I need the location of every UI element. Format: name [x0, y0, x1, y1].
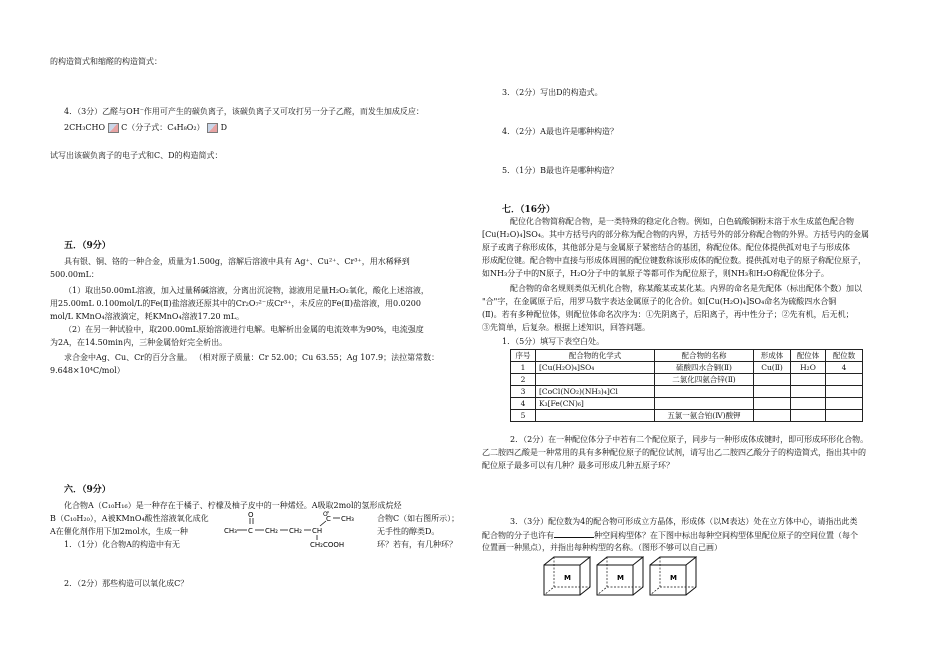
table-cell[interactable] — [754, 374, 791, 386]
struct-ch2cooh: CH₂COOH — [310, 541, 345, 549]
struct-ch: CH — [312, 527, 323, 535]
table-cell: 五氯一氨合铂(Ⅳ)酸钾 — [655, 410, 754, 422]
table-header-cell: 配位数 — [826, 350, 863, 362]
table-cell: 二氯化四氨合锌(Ⅱ) — [655, 374, 754, 386]
table-header-cell: 序号 — [511, 350, 536, 362]
table-cell: 5 — [511, 410, 536, 422]
s7-para: 配合物的命名规则类似无机化合物，称某酸某或某化某。内界的命名是先配体（标出配体个数）加以 — [510, 284, 862, 293]
s7-para: 配位化合物简称配合物，是一类特殊的稳定化合物。例如，白色硫酸铜粉末溶于水生成蓝色配合物 — [510, 217, 854, 226]
cube-diagram[interactable] — [649, 556, 697, 596]
table-cell[interactable] — [655, 386, 754, 398]
s7-q1: 1．（5分）填写下表空白处。 — [502, 337, 605, 346]
s6-line: 化合物A（C₁₀H₁₆）是一种存在于橘子、柠檬及柚子皮中的一种烯烃。A吸取2mol的氢形成烷烃 — [64, 501, 402, 510]
s7-q2: 配位原子最多可以有几种？最多可形成几种五原子环？ — [482, 461, 674, 470]
table-cell: 1 — [511, 362, 536, 374]
table-header-cell: 配合物的化学式 — [536, 350, 655, 362]
table-cell[interactable] — [791, 398, 826, 410]
s6-q1: 1．（1分）化合物A的构造中有无 — [64, 540, 180, 549]
q3-text: 3．（2分）写出D的构造式。 — [502, 88, 603, 97]
cube-diagram[interactable] — [543, 556, 591, 596]
s5-line: （2）在另一种试验中，取200.00mL原始溶液进行电解。电解析出金属的电流效率为90%，电流强度 — [64, 325, 424, 334]
table-cell[interactable] — [754, 398, 791, 410]
table-header-cell: 配合物的名称 — [655, 350, 754, 362]
table-header-row — [511, 350, 863, 362]
intro-line: 的构造简式和缩醛的构造简式： — [50, 57, 162, 66]
q4-question: 试写出该碳负离子的电子式和C、D的构造简式： — [50, 151, 223, 160]
s7-para: ③先简单，后复杂。根据上述知识，回答问题。 — [482, 323, 650, 332]
table-cell[interactable] — [754, 386, 791, 398]
s7-para: [Cu(H₂O)₄]SO₄。其中方括号内的部分称为配合物的内界，方括号外的部分称配合物的外界。方括号内的金属 — [482, 230, 869, 239]
s7-para: "合"字，在金属原子后，用罗马数字表达金属原子的化合价。如[Cu(H₂O)₄]SO₄命名为硫酸四水合铜 — [482, 297, 837, 306]
s7-para: (Ⅱ)。若有多种配位体，则配位体命名次序为：①先阴离子，后阳离子，再中性分子；②先有机，后无机； — [482, 310, 854, 319]
table-cell: 4 — [826, 362, 863, 374]
answer-blank[interactable] — [554, 529, 594, 538]
struct-ch3-right: CH₃ — [341, 515, 354, 523]
table-cell[interactable] — [826, 386, 863, 398]
table-row — [511, 410, 863, 422]
q4-text: 4．（3分）乙醛与OH⁻作用可产生的碳负离子，该碳负离子又可攻打另一分子乙醛，而发生加成反应： — [64, 107, 424, 116]
table-cell[interactable] — [754, 410, 791, 422]
s7-para: 原子或离子称形成体，其他部分是与金属原子紧密结合的基团，称配位体。配位体提供孤对电子与形成体 — [482, 243, 850, 252]
s7-q3: 配合物的分子也许有 种空间构型体？在下图中标出每种空间构型体里配位原子的空间位置（每个 — [482, 531, 858, 540]
struct-c-carbonyl: C — [248, 527, 253, 535]
section-7-heading: 七．（16分） — [502, 205, 556, 215]
struct-ch3-left: CH₃ — [224, 527, 237, 535]
struct-c-ketone: C — [326, 515, 331, 523]
s6-line: 合物C（如右图所示）； — [377, 514, 460, 523]
table-row — [511, 386, 863, 398]
s6-q1: 环？若有，有几种环？ — [377, 540, 457, 549]
table-cell: 4 — [511, 398, 536, 410]
table-cell: K₃[Fe(CN)₆] — [536, 398, 655, 410]
table-cell: [CoCl(NO₂)(NH₃)₄]Cl — [536, 386, 655, 398]
table-cell[interactable] — [536, 374, 655, 386]
table-cell[interactable] — [791, 386, 826, 398]
s5-line: 具有银、铜、铬的一种合金，质量为1.500g，溶解后溶液中具有 Ag⁺、Cu²⁺、Cr³⁺，用水稀释到 — [64, 257, 410, 266]
table-cell[interactable] — [826, 398, 863, 410]
table-cell: Cu(Ⅱ) — [754, 362, 791, 374]
s5-line: 9.648×10⁴C/mol） — [50, 366, 125, 375]
s6-q2: 2．（2分）那些构造可以氧化成C？ — [64, 579, 189, 588]
struct-o-right: O — [323, 511, 328, 518]
table-cell[interactable] — [536, 410, 655, 422]
section-5-heading: 五．（9分） — [64, 241, 111, 251]
table-cell[interactable] — [655, 398, 754, 410]
s5-line: 用25.00mL 0.100mol/L的Fe(Ⅱ)盐溶液还原其中的Cr₂O₇²⁻成Cr³⁺，未反应的Fe(Ⅱ)盐溶液，用0.0200 — [50, 299, 421, 308]
s5-line: 为2A，在14.50min内，三种金属恰好完全析出。 — [50, 338, 228, 347]
table-cell: 硫酸四水合铜(Ⅱ) — [655, 362, 754, 374]
table-header-cell: 配位体 — [791, 350, 826, 362]
center-atom-label: M — [564, 574, 571, 582]
table-row — [511, 362, 863, 374]
reaction-arrow-image-icon — [108, 123, 119, 133]
table-cell: H₂O — [791, 362, 826, 374]
table-cell: 3 — [511, 386, 536, 398]
s6-line: A在催化剂作用下加2mol水，生成一种 — [50, 527, 188, 536]
s5-line: 500.00mL： — [50, 270, 99, 279]
table-row — [511, 398, 863, 410]
table-cell[interactable] — [826, 410, 863, 422]
s6-line: 无手性的醇类D。 — [377, 527, 440, 536]
center-atom-label: M — [617, 574, 624, 582]
section-6-heading: 六．（9分） — [64, 485, 111, 495]
table-row — [511, 374, 863, 386]
reaction-arrow-image-icon — [207, 123, 218, 133]
s7-para: 如NH₃分子中的N原子，H₂O分子中的氧原子等都可作为配位原子，则NH₃和H₂O称配位体分子。 — [482, 269, 829, 278]
q5-text: 5．（1分）B最也许是哪种构造？ — [502, 166, 619, 175]
table-cell: 2 — [511, 374, 536, 386]
s7-q2: 2．（2分）在一种配位体分子中若有二个配位原子，同步与一种形成体成键时，即可形成环形化合物。 — [510, 435, 869, 444]
complex-table — [510, 349, 863, 422]
table-header-cell: 形成体 — [754, 350, 791, 362]
s7-para: 形成配位键。配合物中直接与形成体周围的配位键数称该形成体的配位数。提供孤对电子的原子称配位原子， — [482, 256, 866, 265]
s5-line: mol/L KMnO₄溶液滴定，耗KMnO₄溶液17.20 mL。 — [50, 312, 245, 321]
table-cell[interactable] — [791, 410, 826, 422]
struct-ch2-a: CH₂ — [265, 527, 278, 535]
struct-o-left: O — [248, 511, 254, 519]
s6-line: B（C₁₀H₂₀），A被KMnO₄酸性溶液氧化成化 — [50, 514, 209, 523]
s7-q3: 3．（3分）配位数为4的配合物可形成立方晶体，形成体（以M表达）处在立方体中心，请指出此类 — [510, 517, 858, 526]
q4-right-text: 4．（2分）A最也许是哪种构造？ — [502, 127, 618, 136]
cube-diagram[interactable] — [596, 556, 644, 596]
table-cell[interactable] — [826, 374, 863, 386]
s5-line: 求合金中Ag、Cu、Cr的百分含量。 （相对原子质量：Cr 52.00；Cu 63.55；Ag 107.9；法拉第常数： — [64, 353, 440, 362]
table-cell: [Cu(H₂O)₄]SO₄ — [536, 362, 655, 374]
center-atom-label: M — [670, 574, 677, 582]
struct-ch2-b: CH₂ — [289, 527, 302, 535]
s7-q2: 乙二胺四乙酸是一种常用的具有多种配位原子的配位试剂，请写出乙二胺四乙酸分子的构造简式，指出其中的 — [482, 448, 866, 457]
table-cell[interactable] — [791, 374, 826, 386]
s5-line: （1）取出50.00mL溶液，加入过量稀碱溶液，分离出沉淀物，滤液用足量H₂O₂氧化，酸化上述溶液， — [64, 286, 429, 295]
compound-c-structure — [222, 510, 372, 550]
q4-equation: 2CH₃CHO C（分子式：C₄H₈O₂） D — [64, 123, 228, 132]
s7-q3: 位置画一种黑点），并指出每种构型的名称。（图形不够可以自己画） — [482, 543, 722, 552]
